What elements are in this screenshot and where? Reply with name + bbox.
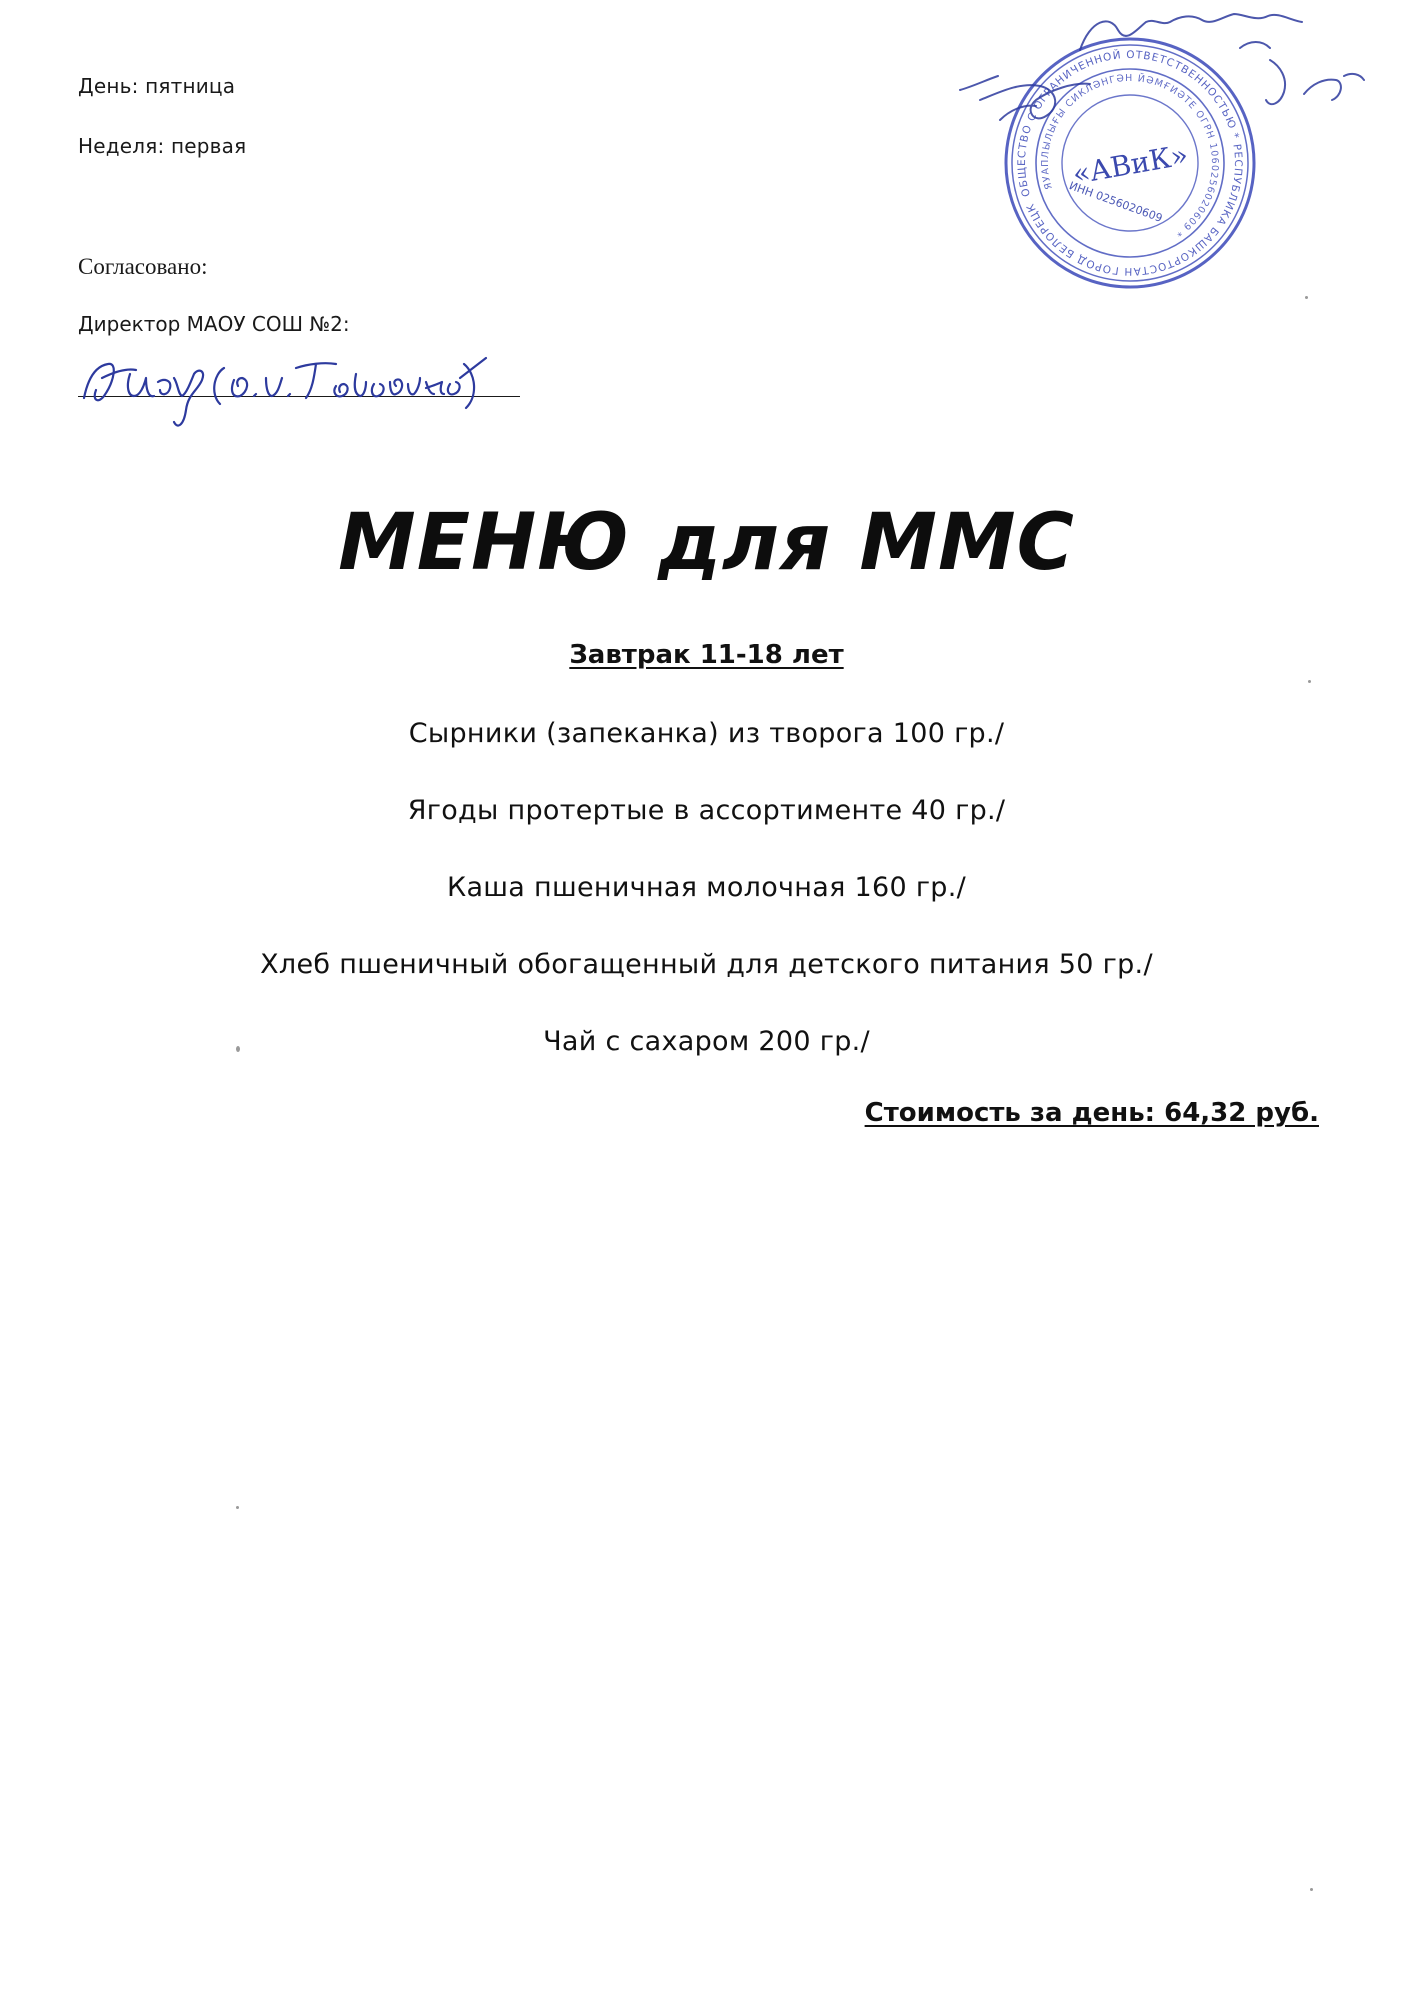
scan-speck: [236, 1046, 240, 1052]
menu-title: МЕНЮ для ММС: [338, 498, 1075, 588]
menu-item: Чай с сахаром 200 гр./: [543, 1026, 870, 1057]
scan-speck: [1305, 296, 1308, 299]
meal-heading: Завтрак 11-18 лет: [569, 640, 844, 670]
daily-cost: Стоимость за день: 64,32 руб.: [864, 1098, 1319, 1128]
director-label: Директор МАОУ СОШ №2:: [78, 312, 350, 336]
stamp-handwriting: [940, 0, 1380, 200]
svg-text:ЯУАПЛЫЛЫҒЫ СИКЛӘНГӘН ЙӘМҒИӘТЕ: ЯУАПЛЫЛЫҒЫ СИКЛӘНГӘН ЙӘМҒИӘТЕ ОГРН 1060256020609 *: [1039, 72, 1221, 239]
svg-text:ИНН 0256020609: ИНН 0256020609: [1067, 179, 1165, 225]
scan-speck: [1310, 1888, 1313, 1891]
day-label: День: пятница: [78, 74, 236, 98]
week-label: Неделя: первая: [78, 134, 247, 158]
svg-text:ОБЩЕСТВО С ОГРАНИЧЕННОЙ ОТВЕТС: ОБЩЕСТВО С ОГРАНИЧЕННОЙ ОТВЕТСТВЕННОСТЬЮ * РЕСПУБЛИКА БАШКОРТОСТАН ГОРОД БЕЛОРЕЦК: [1015, 48, 1245, 278]
menu-item: Каша пшеничная молочная 160 гр./: [446, 872, 967, 903]
svg-text:«АВиК»: «АВиК»: [1070, 138, 1191, 191]
menu-item: Ягоды протертые в ассортименте 40 гр./: [407, 795, 1006, 826]
menu-item: Сырники (запеканка) из творога 100 гр./: [408, 718, 1005, 749]
menu-item: Хлеб пшеничный обогащенный для детского питания 50 гр./: [260, 949, 1153, 980]
scan-speck: [1308, 680, 1311, 683]
scan-speck: [236, 1506, 239, 1509]
director-signature: [74, 338, 514, 438]
approved-label: Согласовано:: [78, 254, 208, 279]
